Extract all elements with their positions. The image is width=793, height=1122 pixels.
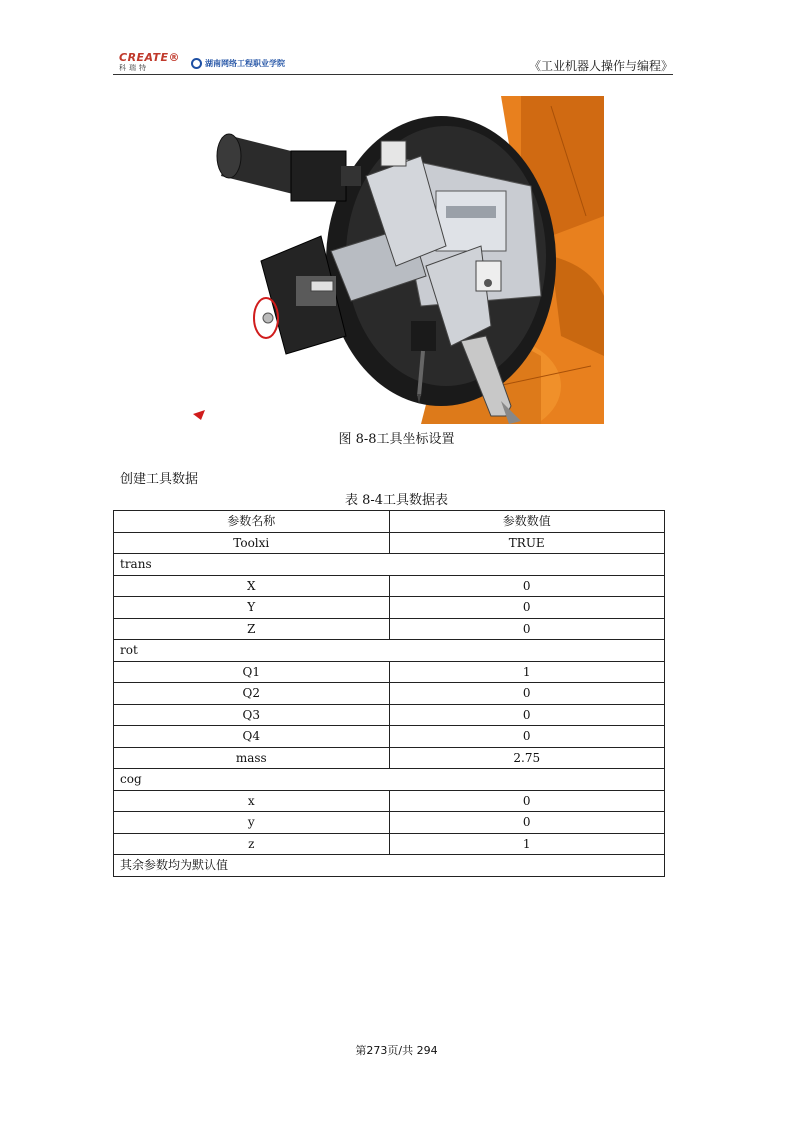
param-name-cell: x xyxy=(114,790,390,812)
param-name-cell: Z xyxy=(114,618,390,640)
param-value-cell: 0 xyxy=(389,812,665,834)
param-name-cell: Q4 xyxy=(114,726,390,748)
table-group-row xyxy=(114,554,665,576)
param-value-cell: TRUE xyxy=(389,532,665,554)
param-value-cell: 0 xyxy=(389,726,665,748)
body-paragraph: 创建工具数据 xyxy=(120,472,199,487)
param-name-cell: mass xyxy=(114,747,390,769)
table-row xyxy=(114,704,665,726)
param-value-cell: 0 xyxy=(389,618,665,640)
param-name-cell: Q3 xyxy=(114,704,390,726)
table-group-row xyxy=(114,769,665,791)
param-value-cell: 0 xyxy=(389,790,665,812)
logo-brand-text: CREATE® xyxy=(119,51,181,64)
table-group-row xyxy=(114,640,665,662)
param-value-cell: 1 xyxy=(389,833,665,855)
table-row xyxy=(114,532,665,554)
group-label: rot xyxy=(114,640,665,662)
page-header xyxy=(113,48,673,75)
param-name-cell: y xyxy=(114,812,390,834)
table-group-row xyxy=(114,855,665,877)
header-param-name: 参数名称 xyxy=(114,511,390,533)
school-logo xyxy=(191,54,285,72)
page-number: 第273页/共 294 xyxy=(355,1044,438,1057)
table-row xyxy=(114,683,665,705)
param-value-cell: 0 xyxy=(389,597,665,619)
book-title: 《工业机器人操作与编程》 xyxy=(528,59,673,73)
group-label: cog xyxy=(114,769,665,791)
param-value-cell: 0 xyxy=(389,704,665,726)
school-emblem-icon xyxy=(191,58,202,69)
axis-marker xyxy=(193,410,205,420)
table-header-row xyxy=(114,511,665,533)
logo-brand-subtext: 科瑞特 xyxy=(119,64,149,72)
param-name-cell: Toolxi xyxy=(114,532,390,554)
tool-data-table xyxy=(113,510,665,877)
tool-data-table-body xyxy=(114,511,665,877)
param-name-cell: z xyxy=(114,833,390,855)
table-row xyxy=(114,747,665,769)
create-logo xyxy=(119,52,179,76)
figure-caption: 图 8-8工具坐标设置 xyxy=(338,432,455,447)
table-row xyxy=(114,597,665,619)
param-value-cell: 2.75 xyxy=(389,747,665,769)
table-row xyxy=(114,618,665,640)
table-row xyxy=(114,726,665,748)
school-name: 湖南网络工程职业学院 xyxy=(205,57,285,68)
table-row xyxy=(114,833,665,855)
param-value-cell: 0 xyxy=(389,683,665,705)
table-row xyxy=(114,661,665,683)
table-row xyxy=(114,575,665,597)
param-name-cell: Q2 xyxy=(114,683,390,705)
param-name-cell: Q1 xyxy=(114,661,390,683)
robot-tool-illustration xyxy=(191,96,604,424)
table-row xyxy=(114,812,665,834)
tool-coordinate-figure xyxy=(191,96,604,424)
param-value-cell: 0 xyxy=(389,575,665,597)
table-caption: 表 8-4工具数据表 xyxy=(344,493,449,508)
param-name-cell: X xyxy=(114,575,390,597)
table-row xyxy=(114,790,665,812)
header-param-value: 参数数值 xyxy=(389,511,665,533)
group-label: trans xyxy=(114,554,665,576)
param-name-cell: Y xyxy=(114,597,390,619)
group-label: 其余参数均为默认值 xyxy=(114,855,665,877)
param-value-cell: 1 xyxy=(389,661,665,683)
sensor-cylinder xyxy=(217,134,361,201)
